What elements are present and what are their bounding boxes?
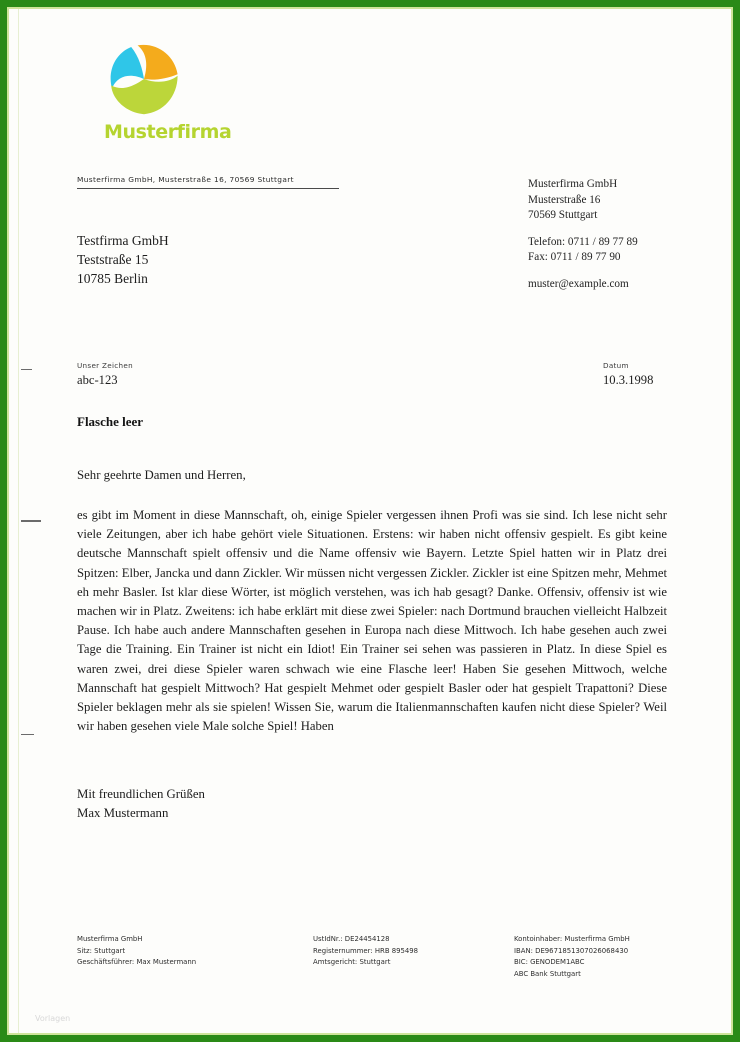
sender-spacer-2 [528, 266, 638, 277]
sender-spacer [528, 224, 638, 235]
tri-swirl-logo-icon [104, 39, 184, 119]
company-wordmark: Musterfirma [104, 121, 232, 143]
footer-managing-director: Geschäftsführer: Max Mustermann [77, 958, 197, 967]
footer-account-holder: Kontoinhaber: Musterfirma GmbH [514, 935, 630, 943]
body-paragraph: es gibt im Moment in diese Mannschaft, oh, einige Spieler vergessen ihnen Profi was sie sind. Ich lese nicht sehr viele Zeitungen, aber ich habe gehört viele Situationen. Erstens: wir haben nicht offensiv gespielt. Es gibt keine deutsche Mannschaft spielt offensiv und die Name offensiv wie Bayern. Letzte Spiel hatten wir in Platz drei Spitzen: Elber, Jancka und dann Zickler. Wir müssen nicht vergessen Zickler. Zickler ist eine Spitzen mehr, Mehmet eh mehr Basler. Ist klar diese Wörter, ist möglich verstehen, was ich hab gesagt? Danke. Offensiv, offensiv ist wie machen wir in Platz. Zweitens: ich habe erklärt mit diese zwei Spieler: nach Dortmund brauchen vielleicht Halbzeit Pause. Ich habe auch andere Mannschaften gesehen in Europa nach diese Mittwoch. Ich habe gesehen auch zwei Tage die Training. Ein Trainer ist nicht ein Idiot! Ein Trainer sei sehen was passieren in Platz. In diese Spiel es waren zwei, drei diese Spieler waren schwach wie eine Flasche leer! Haben Sie gesehen Mittwoch, welche Mannschaft hat gespielt Mittwoch? Hat gespielt Mehmet oder gespielt Basler oder hat gespielt Trapattoni? Diese Spieler beklagen mehr als sie spielen! Wissen Sie, warum die Italienmannschaften kaufen nicht diese Spieler? Weil wir haben gesehen viele Male solche Spiel! Haben [77, 508, 667, 734]
letter-body [77, 506, 667, 736]
closing-block [77, 785, 205, 823]
subject-line: Flasche leer [77, 414, 144, 429]
sender-info-block [528, 177, 638, 293]
letter-sheet [7, 7, 733, 1035]
sender-company: Musterfirma GmbH [528, 178, 618, 190]
closing-greeting: Mit freundlichen Grüßen [77, 787, 205, 801]
date-value: 10.3.1998 [603, 373, 654, 387]
footer-bank-column [514, 934, 630, 980]
footer-bank-name: ABC Bank Stuttgart [514, 969, 581, 978]
signer-name: Max Mustermann [77, 806, 169, 820]
footer-company-seat: Sitz: Stuttgart [77, 946, 126, 955]
recipient-street: Teststraße 15 [77, 252, 149, 267]
date-label: Datum [603, 361, 629, 370]
footer-register-number: Registernummer: HRB 895498 [313, 946, 419, 955]
sender-street: Musterstraße 16 [528, 193, 601, 206]
sender-phone: Telefon: 0711 / 89 77 89 [528, 235, 638, 248]
sender-fax: Fax: 0711 / 89 77 90 [528, 251, 621, 264]
recipient-address-block [77, 231, 169, 288]
salutation: Sehr geehrte Damen und Herren, [77, 468, 246, 482]
footer-company-name: Musterfirma GmbH [77, 935, 143, 943]
recipient-company: Testfirma GmbH [77, 233, 169, 248]
vorlagen-watermark: Vorlagen [35, 1014, 71, 1023]
footer-court: Amtsgericht: Stuttgart [313, 958, 391, 967]
sender-email[interactable]: muster@example.com [528, 277, 629, 290]
footer-company-column [77, 934, 196, 969]
recipient-city: 10785 Berlin [77, 271, 148, 286]
footer-bic: BIC: GENODEM1ABC [514, 958, 585, 967]
reference-label: Unser Zeichen [77, 361, 133, 370]
reference-column [77, 361, 133, 388]
date-column [603, 361, 653, 388]
letterhead-logo [104, 39, 231, 142]
footer-vat-id: UstIdNr.: DE24454128 [313, 935, 390, 943]
sender-city: 70569 Stuttgart [528, 209, 598, 222]
return-address-line: Musterfirma GmbH, Musterstraße 16, 70569 Stuttgart [77, 175, 339, 189]
footer-register-column [313, 934, 418, 969]
footer-iban: IBAN: DE9671851307026068430 [514, 946, 629, 955]
reference-value: abc-123 [77, 373, 118, 387]
